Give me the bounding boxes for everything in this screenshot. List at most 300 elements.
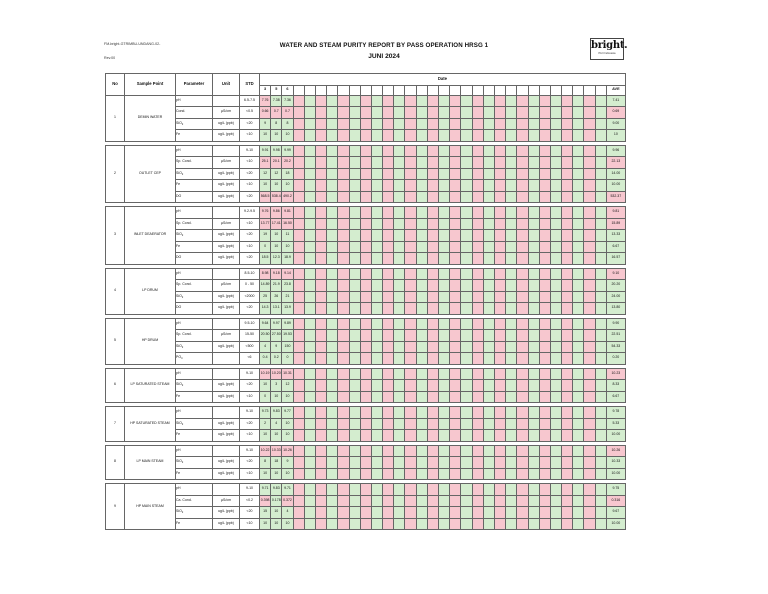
empty-value-cell: [483, 118, 494, 130]
empty-value-cell: [494, 507, 505, 519]
empty-value-cell: [550, 291, 561, 303]
empty-value-cell: [539, 495, 550, 507]
average-cell: 9.96: [606, 145, 625, 157]
empty-value-cell: [528, 168, 539, 180]
empty-value-cell: [293, 280, 304, 292]
empty-value-cell: [394, 407, 405, 419]
empty-value-cell: [550, 118, 561, 130]
empty-value-cell: [383, 180, 394, 192]
average-cell: 9.81: [606, 207, 625, 219]
empty-value-cell: [360, 130, 371, 142]
empty-value-cell: [595, 230, 606, 242]
empty-value-cell: [327, 468, 338, 480]
parameter-cell: pH: [176, 207, 213, 219]
empty-day-header: [394, 85, 405, 95]
value-cell: 10.20: [271, 368, 282, 380]
empty-day-header: [528, 85, 539, 95]
empty-value-cell: [494, 391, 505, 403]
empty-value-cell: [595, 280, 606, 292]
empty-value-cell: [472, 180, 483, 192]
empty-value-cell: [416, 368, 427, 380]
table-row: [106, 391, 626, 403]
empty-value-cell: [360, 484, 371, 496]
empty-value-cell: [550, 330, 561, 342]
table-row: [106, 457, 626, 469]
average-cell: 10.00: [606, 518, 625, 530]
empty-value-cell: [371, 495, 382, 507]
empty-value-cell: [327, 157, 338, 169]
empty-value-cell: [494, 280, 505, 292]
empty-value-cell: [506, 168, 517, 180]
empty-value-cell: [293, 418, 304, 430]
unit-cell: ug/L (ppb): [213, 230, 240, 242]
empty-value-cell: [371, 484, 382, 496]
empty-value-cell: [506, 191, 517, 203]
empty-value-cell: [416, 330, 427, 342]
empty-value-cell: [528, 353, 539, 365]
empty-value-cell: [573, 241, 584, 253]
empty-value-cell: [539, 341, 550, 353]
value-cell: 20.50: [260, 330, 271, 342]
value-cell: 12.3: [271, 253, 282, 265]
empty-value-cell: [338, 107, 349, 119]
empty-value-cell: [472, 507, 483, 519]
empty-value-cell: [315, 253, 326, 265]
empty-value-cell: [573, 407, 584, 419]
empty-value-cell: [450, 253, 461, 265]
empty-value-cell: [562, 368, 573, 380]
empty-value-cell: [562, 130, 573, 142]
value-cell: 538.4: [271, 191, 282, 203]
empty-value-cell: [539, 207, 550, 219]
empty-value-cell: [327, 353, 338, 365]
empty-value-cell: [427, 391, 438, 403]
empty-value-cell: [550, 468, 561, 480]
empty-value-cell: [539, 291, 550, 303]
empty-value-cell: [506, 518, 517, 530]
empty-value-cell: [293, 145, 304, 157]
empty-value-cell: [517, 391, 528, 403]
empty-value-cell: [327, 484, 338, 496]
empty-value-cell: [494, 253, 505, 265]
empty-value-cell: [494, 318, 505, 330]
empty-value-cell: [584, 430, 595, 442]
empty-value-cell: [584, 495, 595, 507]
empty-value-cell: [461, 291, 472, 303]
parameter-cell: $PO_4$: [176, 353, 213, 365]
parameter-cell: SiO$_2$: [176, 341, 213, 353]
empty-value-cell: [595, 218, 606, 230]
empty-value-cell: [450, 341, 461, 353]
empty-value-cell: [584, 418, 595, 430]
empty-value-cell: [304, 191, 315, 203]
sample-point-name: OUTLET CEP: [125, 145, 176, 203]
empty-value-cell: [439, 484, 450, 496]
value-cell: 0.7: [271, 107, 282, 119]
average-cell: 10.26: [606, 445, 625, 457]
empty-value-cell: [383, 407, 394, 419]
empty-value-cell: [573, 291, 584, 303]
empty-value-cell: [405, 445, 416, 457]
empty-value-cell: [427, 445, 438, 457]
empty-value-cell: [595, 457, 606, 469]
empty-value-cell: [539, 218, 550, 230]
empty-value-cell: [517, 168, 528, 180]
empty-value-cell: [293, 107, 304, 119]
table-row: [106, 191, 626, 203]
empty-value-cell: [427, 330, 438, 342]
empty-value-cell: [550, 368, 561, 380]
empty-value-cell: [595, 180, 606, 192]
standard-cell: <0.2: [240, 495, 260, 507]
empty-value-cell: [383, 518, 394, 530]
empty-value-cell: [472, 407, 483, 419]
empty-value-cell: [528, 280, 539, 292]
empty-value-cell: [416, 341, 427, 353]
empty-value-cell: [383, 418, 394, 430]
empty-value-cell: [573, 130, 584, 142]
empty-value-cell: [439, 368, 450, 380]
empty-value-cell: [562, 180, 573, 192]
empty-value-cell: [394, 157, 405, 169]
empty-value-cell: [461, 180, 472, 192]
empty-value-cell: [539, 268, 550, 280]
value-cell: 19: [260, 230, 271, 242]
sample-point-name: LP SATURATED STEAM: [125, 368, 176, 403]
average-cell: 7.41: [606, 95, 625, 107]
empty-value-cell: [506, 468, 517, 480]
empty-value-cell: [506, 418, 517, 430]
empty-value-cell: [293, 507, 304, 519]
empty-value-cell: [517, 180, 528, 192]
empty-value-cell: [528, 118, 539, 130]
empty-value-cell: [528, 518, 539, 530]
empty-value-cell: [327, 303, 338, 315]
value-cell: 0.4: [260, 353, 271, 365]
empty-value-cell: [416, 391, 427, 403]
sample-point-name: HP SATURATED STEAM: [125, 407, 176, 442]
standard-cell: 9-10: [240, 145, 260, 157]
empty-value-cell: [304, 180, 315, 192]
empty-value-cell: [550, 353, 561, 365]
empty-value-cell: [450, 230, 461, 242]
empty-value-cell: [304, 95, 315, 107]
empty-value-cell: [461, 191, 472, 203]
empty-value-cell: [494, 180, 505, 192]
empty-value-cell: [304, 207, 315, 219]
empty-value-cell: [461, 418, 472, 430]
empty-value-cell: [427, 368, 438, 380]
empty-value-cell: [483, 268, 494, 280]
empty-value-cell: [517, 341, 528, 353]
sample-number: 8: [106, 445, 125, 480]
empty-value-cell: [360, 407, 371, 419]
empty-value-cell: [405, 95, 416, 107]
empty-value-cell: [360, 241, 371, 253]
unit-cell: [213, 368, 240, 380]
empty-value-cell: [315, 353, 326, 365]
empty-value-cell: [539, 253, 550, 265]
empty-value-cell: [472, 130, 483, 142]
empty-value-cell: [483, 445, 494, 457]
empty-value-cell: [595, 341, 606, 353]
value-cell: 10: [260, 380, 271, 392]
empty-value-cell: [394, 380, 405, 392]
empty-value-cell: [472, 341, 483, 353]
unit-cell: [213, 318, 240, 330]
empty-value-cell: [315, 407, 326, 419]
empty-value-cell: [539, 457, 550, 469]
empty-value-cell: [539, 507, 550, 519]
empty-value-cell: [293, 445, 304, 457]
empty-value-cell: [472, 95, 483, 107]
empty-value-cell: [517, 280, 528, 292]
empty-value-cell: [528, 330, 539, 342]
empty-value-cell: [315, 318, 326, 330]
unit-cell: ug/L (ppb): [213, 130, 240, 142]
empty-value-cell: [573, 268, 584, 280]
empty-value-cell: [338, 207, 349, 219]
empty-value-cell: [315, 341, 326, 353]
empty-value-cell: [416, 468, 427, 480]
unit-cell: µS/cm: [213, 280, 240, 292]
sample-point-name: INLET DEAERATOR: [125, 207, 176, 265]
empty-value-cell: [550, 130, 561, 142]
empty-value-cell: [349, 407, 360, 419]
empty-value-cell: [371, 145, 382, 157]
empty-value-cell: [472, 330, 483, 342]
average-cell: 9.75: [606, 484, 625, 496]
empty-value-cell: [405, 207, 416, 219]
empty-value-cell: [394, 445, 405, 457]
value-cell: 12: [282, 380, 293, 392]
value-cell: 4: [271, 418, 282, 430]
average-cell: 9.67: [606, 507, 625, 519]
standard-cell: <20: [240, 168, 260, 180]
empty-value-cell: [584, 107, 595, 119]
empty-day-header: [327, 85, 338, 95]
value-cell: 16.50: [282, 218, 293, 230]
empty-value-cell: [360, 95, 371, 107]
empty-value-cell: [506, 380, 517, 392]
empty-value-cell: [539, 145, 550, 157]
empty-value-cell: [293, 191, 304, 203]
empty-value-cell: [494, 380, 505, 392]
empty-value-cell: [338, 268, 349, 280]
value-cell: 27.50: [271, 330, 282, 342]
value-cell: 10: [271, 518, 282, 530]
empty-value-cell: [506, 280, 517, 292]
empty-value-cell: [562, 303, 573, 315]
empty-value-cell: [427, 207, 438, 219]
empty-value-cell: [450, 495, 461, 507]
empty-value-cell: [349, 268, 360, 280]
table-row: [106, 341, 626, 353]
empty-value-cell: [416, 118, 427, 130]
empty-value-cell: [383, 191, 394, 203]
empty-value-cell: [494, 468, 505, 480]
empty-value-cell: [562, 107, 573, 119]
empty-value-cell: [528, 484, 539, 496]
empty-value-cell: [315, 457, 326, 469]
parameter-cell: SiO$_2$: [176, 168, 213, 180]
empty-value-cell: [394, 368, 405, 380]
empty-value-cell: [371, 507, 382, 519]
empty-value-cell: [506, 95, 517, 107]
empty-value-cell: [550, 303, 561, 315]
empty-value-cell: [349, 418, 360, 430]
empty-value-cell: [483, 391, 494, 403]
empty-value-cell: [327, 445, 338, 457]
empty-value-cell: [595, 107, 606, 119]
empty-value-cell: [562, 407, 573, 419]
empty-value-cell: [293, 457, 304, 469]
empty-value-cell: [584, 241, 595, 253]
empty-value-cell: [483, 407, 494, 419]
empty-value-cell: [304, 130, 315, 142]
empty-value-cell: [573, 145, 584, 157]
empty-value-cell: [405, 518, 416, 530]
empty-day-header: [338, 85, 349, 95]
value-cell: 25.1: [260, 157, 271, 169]
parameter-cell: SiO$_2$: [176, 507, 213, 519]
table-row: [106, 118, 626, 130]
unit-cell: ug/L (ppb): [213, 291, 240, 303]
empty-value-cell: [550, 253, 561, 265]
empty-value-cell: [539, 118, 550, 130]
empty-value-cell: [595, 291, 606, 303]
average-cell: 9.10: [606, 268, 625, 280]
empty-value-cell: [315, 418, 326, 430]
empty-value-cell: [327, 507, 338, 519]
empty-value-cell: [472, 391, 483, 403]
parameter-cell: pH: [176, 95, 213, 107]
empty-value-cell: [360, 107, 371, 119]
empty-value-cell: [338, 157, 349, 169]
empty-value-cell: [416, 457, 427, 469]
parameter-cell: Sp. Cond.: [176, 280, 213, 292]
unit-cell: ug/L (ppb): [213, 168, 240, 180]
empty-value-cell: [338, 303, 349, 315]
empty-value-cell: [517, 495, 528, 507]
standard-cell: 9.5-10: [240, 318, 260, 330]
value-cell: 10: [282, 180, 293, 192]
empty-value-cell: [383, 253, 394, 265]
empty-value-cell: [584, 353, 595, 365]
empty-value-cell: [506, 207, 517, 219]
empty-value-cell: [450, 407, 461, 419]
empty-value-cell: [383, 168, 394, 180]
empty-value-cell: [517, 291, 528, 303]
parameter-cell: SiO$_2$: [176, 418, 213, 430]
empty-value-cell: [528, 457, 539, 469]
empty-day-header: [483, 85, 494, 95]
empty-value-cell: [416, 107, 427, 119]
empty-value-cell: [349, 145, 360, 157]
empty-value-cell: [416, 95, 427, 107]
empty-value-cell: [416, 280, 427, 292]
empty-value-cell: [383, 207, 394, 219]
empty-value-cell: [562, 241, 573, 253]
empty-value-cell: [405, 418, 416, 430]
value-cell: 10: [260, 180, 271, 192]
empty-value-cell: [427, 495, 438, 507]
empty-value-cell: [528, 268, 539, 280]
empty-day-header: [360, 85, 371, 95]
empty-value-cell: [427, 180, 438, 192]
empty-value-cell: [315, 468, 326, 480]
value-cell: 13.9: [282, 303, 293, 315]
empty-value-cell: [371, 218, 382, 230]
empty-value-cell: [550, 391, 561, 403]
empty-value-cell: [506, 157, 517, 169]
average-cell: 10: [606, 130, 625, 142]
empty-value-cell: [450, 430, 461, 442]
empty-value-cell: [461, 280, 472, 292]
empty-value-cell: [371, 391, 382, 403]
empty-value-cell: [517, 303, 528, 315]
empty-value-cell: [528, 207, 539, 219]
logo-wordmark: bright.: [591, 40, 628, 51]
empty-value-cell: [528, 407, 539, 419]
value-cell: 26: [271, 291, 282, 303]
empty-value-cell: [416, 484, 427, 496]
table-row: [106, 468, 626, 480]
empty-value-cell: [506, 391, 517, 403]
empty-value-cell: [450, 330, 461, 342]
unit-cell: [213, 407, 240, 419]
value-cell: 0.7: [282, 107, 293, 119]
empty-value-cell: [405, 218, 416, 230]
empty-value-cell: [461, 318, 472, 330]
value-cell: 10.26: [282, 445, 293, 457]
empty-value-cell: [427, 218, 438, 230]
empty-value-cell: [293, 341, 304, 353]
table-row: [106, 207, 626, 219]
unit-cell: ug/L (ppb): [213, 118, 240, 130]
value-cell: 14.89: [260, 280, 271, 292]
empty-value-cell: [550, 280, 561, 292]
empty-value-cell: [550, 207, 561, 219]
empty-value-cell: [517, 518, 528, 530]
empty-value-cell: [360, 280, 371, 292]
empty-value-cell: [472, 484, 483, 496]
empty-value-cell: [349, 518, 360, 530]
value-cell: 12: [271, 168, 282, 180]
empty-value-cell: [450, 468, 461, 480]
empty-value-cell: [584, 95, 595, 107]
empty-value-cell: [371, 318, 382, 330]
empty-value-cell: [439, 318, 450, 330]
empty-value-cell: [371, 207, 382, 219]
empty-value-cell: [371, 430, 382, 442]
empty-value-cell: [360, 391, 371, 403]
empty-value-cell: [483, 380, 494, 392]
empty-day-header: [494, 85, 505, 95]
empty-value-cell: [472, 241, 483, 253]
empty-value-cell: [472, 430, 483, 442]
table-row: [106, 484, 626, 496]
unit-cell: [213, 268, 240, 280]
empty-value-cell: [383, 303, 394, 315]
empty-value-cell: [304, 353, 315, 365]
empty-value-cell: [383, 130, 394, 142]
empty-value-cell: [562, 507, 573, 519]
empty-value-cell: [383, 318, 394, 330]
average-cell: 10.00: [606, 180, 625, 192]
empty-value-cell: [416, 191, 427, 203]
empty-value-cell: [293, 407, 304, 419]
